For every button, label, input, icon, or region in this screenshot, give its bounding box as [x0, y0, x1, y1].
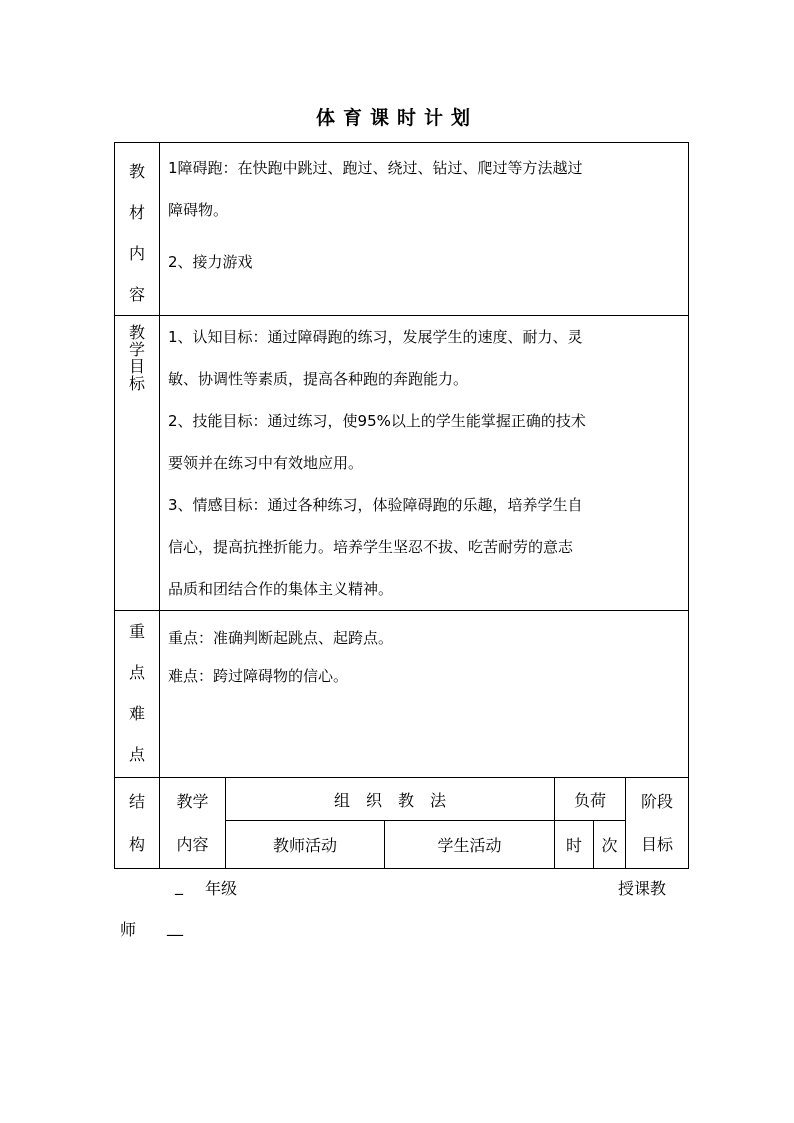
- keypoints-content: 重点：准确判断起跳点、起跨点。 难点：跨过障碍物的信心。: [160, 611, 689, 778]
- goals-label: 教 学 目 标: [115, 316, 160, 611]
- material-row: [115, 143, 689, 316]
- grade-blank: _: [175, 876, 183, 895]
- count-header: 次: [594, 821, 626, 869]
- organization-method-header: 组 织 教 法: [226, 778, 555, 821]
- keypoints-row: [115, 611, 689, 778]
- keypoints-label: 重 点 难 点: [115, 611, 160, 778]
- teaching-content-label: 教学 内容: [160, 778, 226, 869]
- teacher-label-part2: 师: [120, 920, 137, 939]
- student-activity-header: 学生活动: [385, 821, 555, 869]
- time-header: 时: [555, 821, 594, 869]
- load-header: 负荷: [555, 778, 626, 821]
- page-title: 体育课时计划: [315, 107, 478, 129]
- structure-header-row: [115, 778, 689, 821]
- teacher-blank: __: [167, 917, 183, 936]
- material-content: 1障碍跑：在快跑中跳过、跑过、绕过、钻过、爬过等方法越过 障碍物。 2、接力游戏: [160, 143, 689, 316]
- grade-label: 年级: [205, 879, 238, 898]
- material-label: 教 材 内 容: [115, 143, 160, 316]
- teacher-activity-header: 教师活动: [226, 821, 385, 869]
- stage-goal-label: 阶段 目标: [626, 778, 689, 869]
- teacher-label-part1: 授课教: [618, 879, 667, 898]
- structure-label: 结 构: [115, 778, 160, 869]
- goals-row: [115, 316, 689, 611]
- goals-content: 1、认知目标：通过障碍跑的练习，发展学生的速度、耐力、灵 敏、协调性等素质，提高各种跑的奔跑能力。 2、技能目标：通过练习，使95%以上的学生能掌握正确的技术 要领并在练习中有效地应用。 3、情感目标：通过各种练习，体验障碍跑的乐趣，培养学生自 信心，提高抗挫折能力。培养学生坚忍不拔、吃苦耐劳的意志 品质和团结合作的集体主义精神。: [160, 316, 689, 611]
- lesson-plan-table: [114, 142, 689, 869]
